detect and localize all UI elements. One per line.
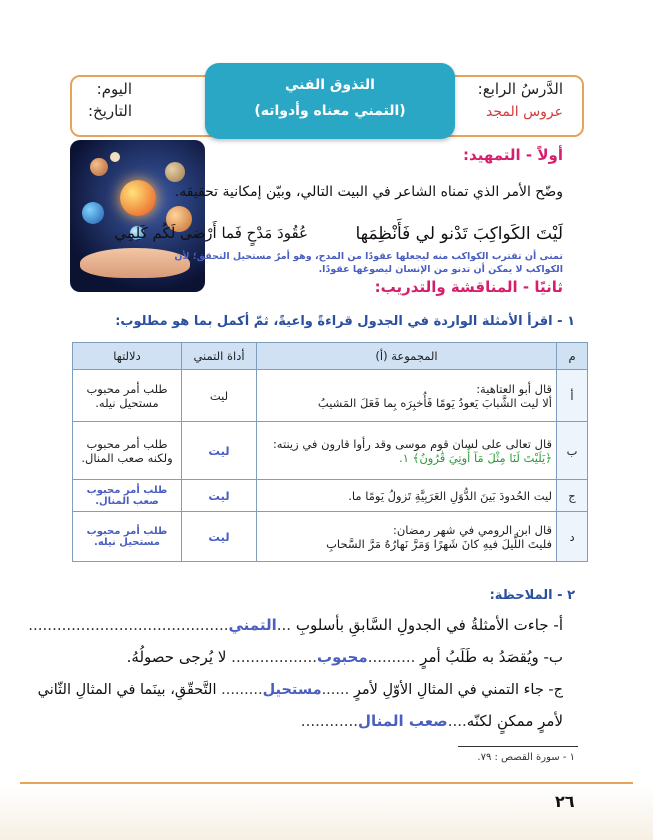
observation-b-answer: محبوب: [317, 648, 368, 666]
row-num: أ: [557, 370, 588, 422]
row-text: [257, 422, 557, 480]
observation-c: ج- جاء التمني في المثالِ الأوّلِ لأمرٍ ......مستحيل......... التَّحقّقِ، بينَما في المثالِ الثّاني: [37, 682, 563, 698]
footnote-divider: [458, 746, 578, 747]
intro-answer-line1: تمنى أن تقترب الكواكب منه ليجعلها عقودًا من المدح، وهو أمرٌ مستحيل التحقق؛ لأن: [174, 251, 563, 262]
row-num: ج: [557, 480, 588, 512]
row-text: ليت الحُدودَ بَينَ الدُّوَلِ العَرَبِيَّةِ تَزولُ يَومًا ما.: [257, 480, 557, 512]
topic-title-banner: [205, 63, 455, 139]
topic-title: التذوق الفني: [285, 77, 375, 93]
intro-answer: [103, 250, 563, 276]
quran-verse: ﴿يَلَيْتَ لَنَا مِثْلَ مَآ أُوتِيَ قَٰرُونُ﴾ ١.: [399, 450, 552, 465]
observation-b: ب- ويُقصَدُ به طَلَبُ أمرٍ ..........محبوب.................. لا يُرجى حصولُهُ.: [126, 648, 563, 666]
table-row: [73, 512, 588, 562]
intro-answer-line2: الكواكب لا يمكن أن تدنو من الإنسان ليصوغها عقودًا.: [318, 264, 563, 275]
col-header-meaning: دلالتها: [73, 343, 182, 370]
row-tool: ليت: [182, 512, 257, 562]
table-row: [73, 480, 588, 512]
lesson-name: عروس المجد: [485, 104, 563, 120]
table-row: [73, 422, 588, 480]
row-num: د: [557, 512, 588, 562]
observation-a: أ- جاءت الأمثلةُ في الجدولِ السَّابقِ بأسلوبِ ...التمني..........................................: [28, 616, 563, 634]
table-header-row: [73, 343, 588, 370]
row-meaning: طلب أمر محبوب مستحيل نيله.: [73, 512, 182, 562]
row-meaning: طلب أمر محبوب ولكنه صعب المنال.: [73, 422, 182, 480]
observation-b-suffix: لا يُرجى حصولُهُ.: [126, 648, 227, 666]
col-header-group: المجموعة (أ): [257, 343, 557, 370]
row-text-line2: ألا ليت الشَّبابَ يَعودُ يَومًا فَأُخبِرَه بِما فَعَلَ المَشيبُ: [317, 395, 552, 410]
observation-c-line2-text: لأمرٍ ممكنٍ لكنّه: [466, 712, 563, 730]
table-row: [73, 370, 588, 422]
row-num: ب: [557, 422, 588, 480]
lesson-info: [478, 80, 563, 120]
row-meaning: طلب أمر محبوب مستحيل نيله.: [73, 370, 182, 422]
observation-b-text: ب- ويُقصَدُ به طَلَبُ أمرٍ: [420, 648, 563, 666]
lesson-label: الدَّرسُ الرابع:: [477, 80, 563, 98]
row-text-line1: قال تعالى على لسان قوم موسى وقد رأوا قارون في زينته:: [272, 436, 552, 451]
section-intro-heading: أولاً - التمهيد:: [463, 146, 563, 164]
row-text-line1: قال ابن الرومي في شهر رمضان:: [392, 522, 552, 537]
observation-c-text: ج- جاء التمني في المثالِ الأوّلِ لأمرٍ: [353, 682, 563, 698]
footnote: ١ - سورة القصص : ٧٩.: [477, 752, 575, 763]
date-label: التاريخ:: [88, 102, 132, 120]
verse-second-hemistich: عُقُودَ مَدْحٍ فَما أَرْضى لَكُم كَلِمِي: [114, 224, 308, 242]
row-text: [257, 370, 557, 422]
observation-a-text: أ- جاءت الأمثلةُ في الجدولِ السَّابقِ بأسلوبِ: [295, 616, 563, 634]
intro-instruction: وضّح الأمر الذي تمناه الشاعر في البيت التالي، وبيّن إمكانية تحقيقه.: [174, 184, 563, 200]
row-meaning: طلب أمر محبوب صعب المنال.: [73, 480, 182, 512]
verse-first-hemistich: لَيْتَ الكَواكِبَ تَدْنو لي فَأَنْظِمَها: [355, 224, 563, 244]
observation-c-middle: التَّحقّقِ، بينَما في المثالِ الثّاني: [37, 682, 217, 698]
observation-a-answer: التمني: [228, 616, 277, 634]
observation-heading: ٢ - الملاحظة:: [489, 588, 575, 603]
row-tool: ليت: [182, 370, 257, 422]
row-text-line1: قال أبو العتاهية:: [476, 381, 552, 396]
date-fields: [88, 80, 132, 120]
page-number: ٢٦: [555, 792, 575, 811]
section-discussion-heading: ثانيًا - المناقشة والتدريب:: [374, 278, 563, 296]
day-label: اليوم:: [96, 80, 132, 98]
row-text: [257, 512, 557, 562]
row-tool: ليت: [182, 422, 257, 480]
question-one: ١ - اقرأ الأمثلة الواردة في الجدول قراءةً واعيةً، ثمّ أكمل بما هو مطلوب:: [115, 314, 575, 329]
observation-c-answer1: مستحيل: [262, 682, 322, 698]
examples-table: [72, 342, 588, 562]
observation-c-answer2: صعب المنال: [358, 712, 448, 730]
observation-c-line2: لأمرٍ ممكنٍ لكنّه....صعب المنال............: [300, 712, 563, 730]
row-tool: ليت: [182, 480, 257, 512]
row-text-line2: فليتَ اللَّيلَ فيهِ كانَ شَهرًا وَمَرَّ نَهارُهُ مَرَّ السَّحابِ: [326, 536, 552, 551]
footer-line: [20, 782, 633, 784]
topic-subtitle: (التمني معناه وأدواته): [254, 103, 406, 119]
col-header-num: م: [557, 343, 588, 370]
col-header-tool: أداة التمني: [182, 343, 257, 370]
